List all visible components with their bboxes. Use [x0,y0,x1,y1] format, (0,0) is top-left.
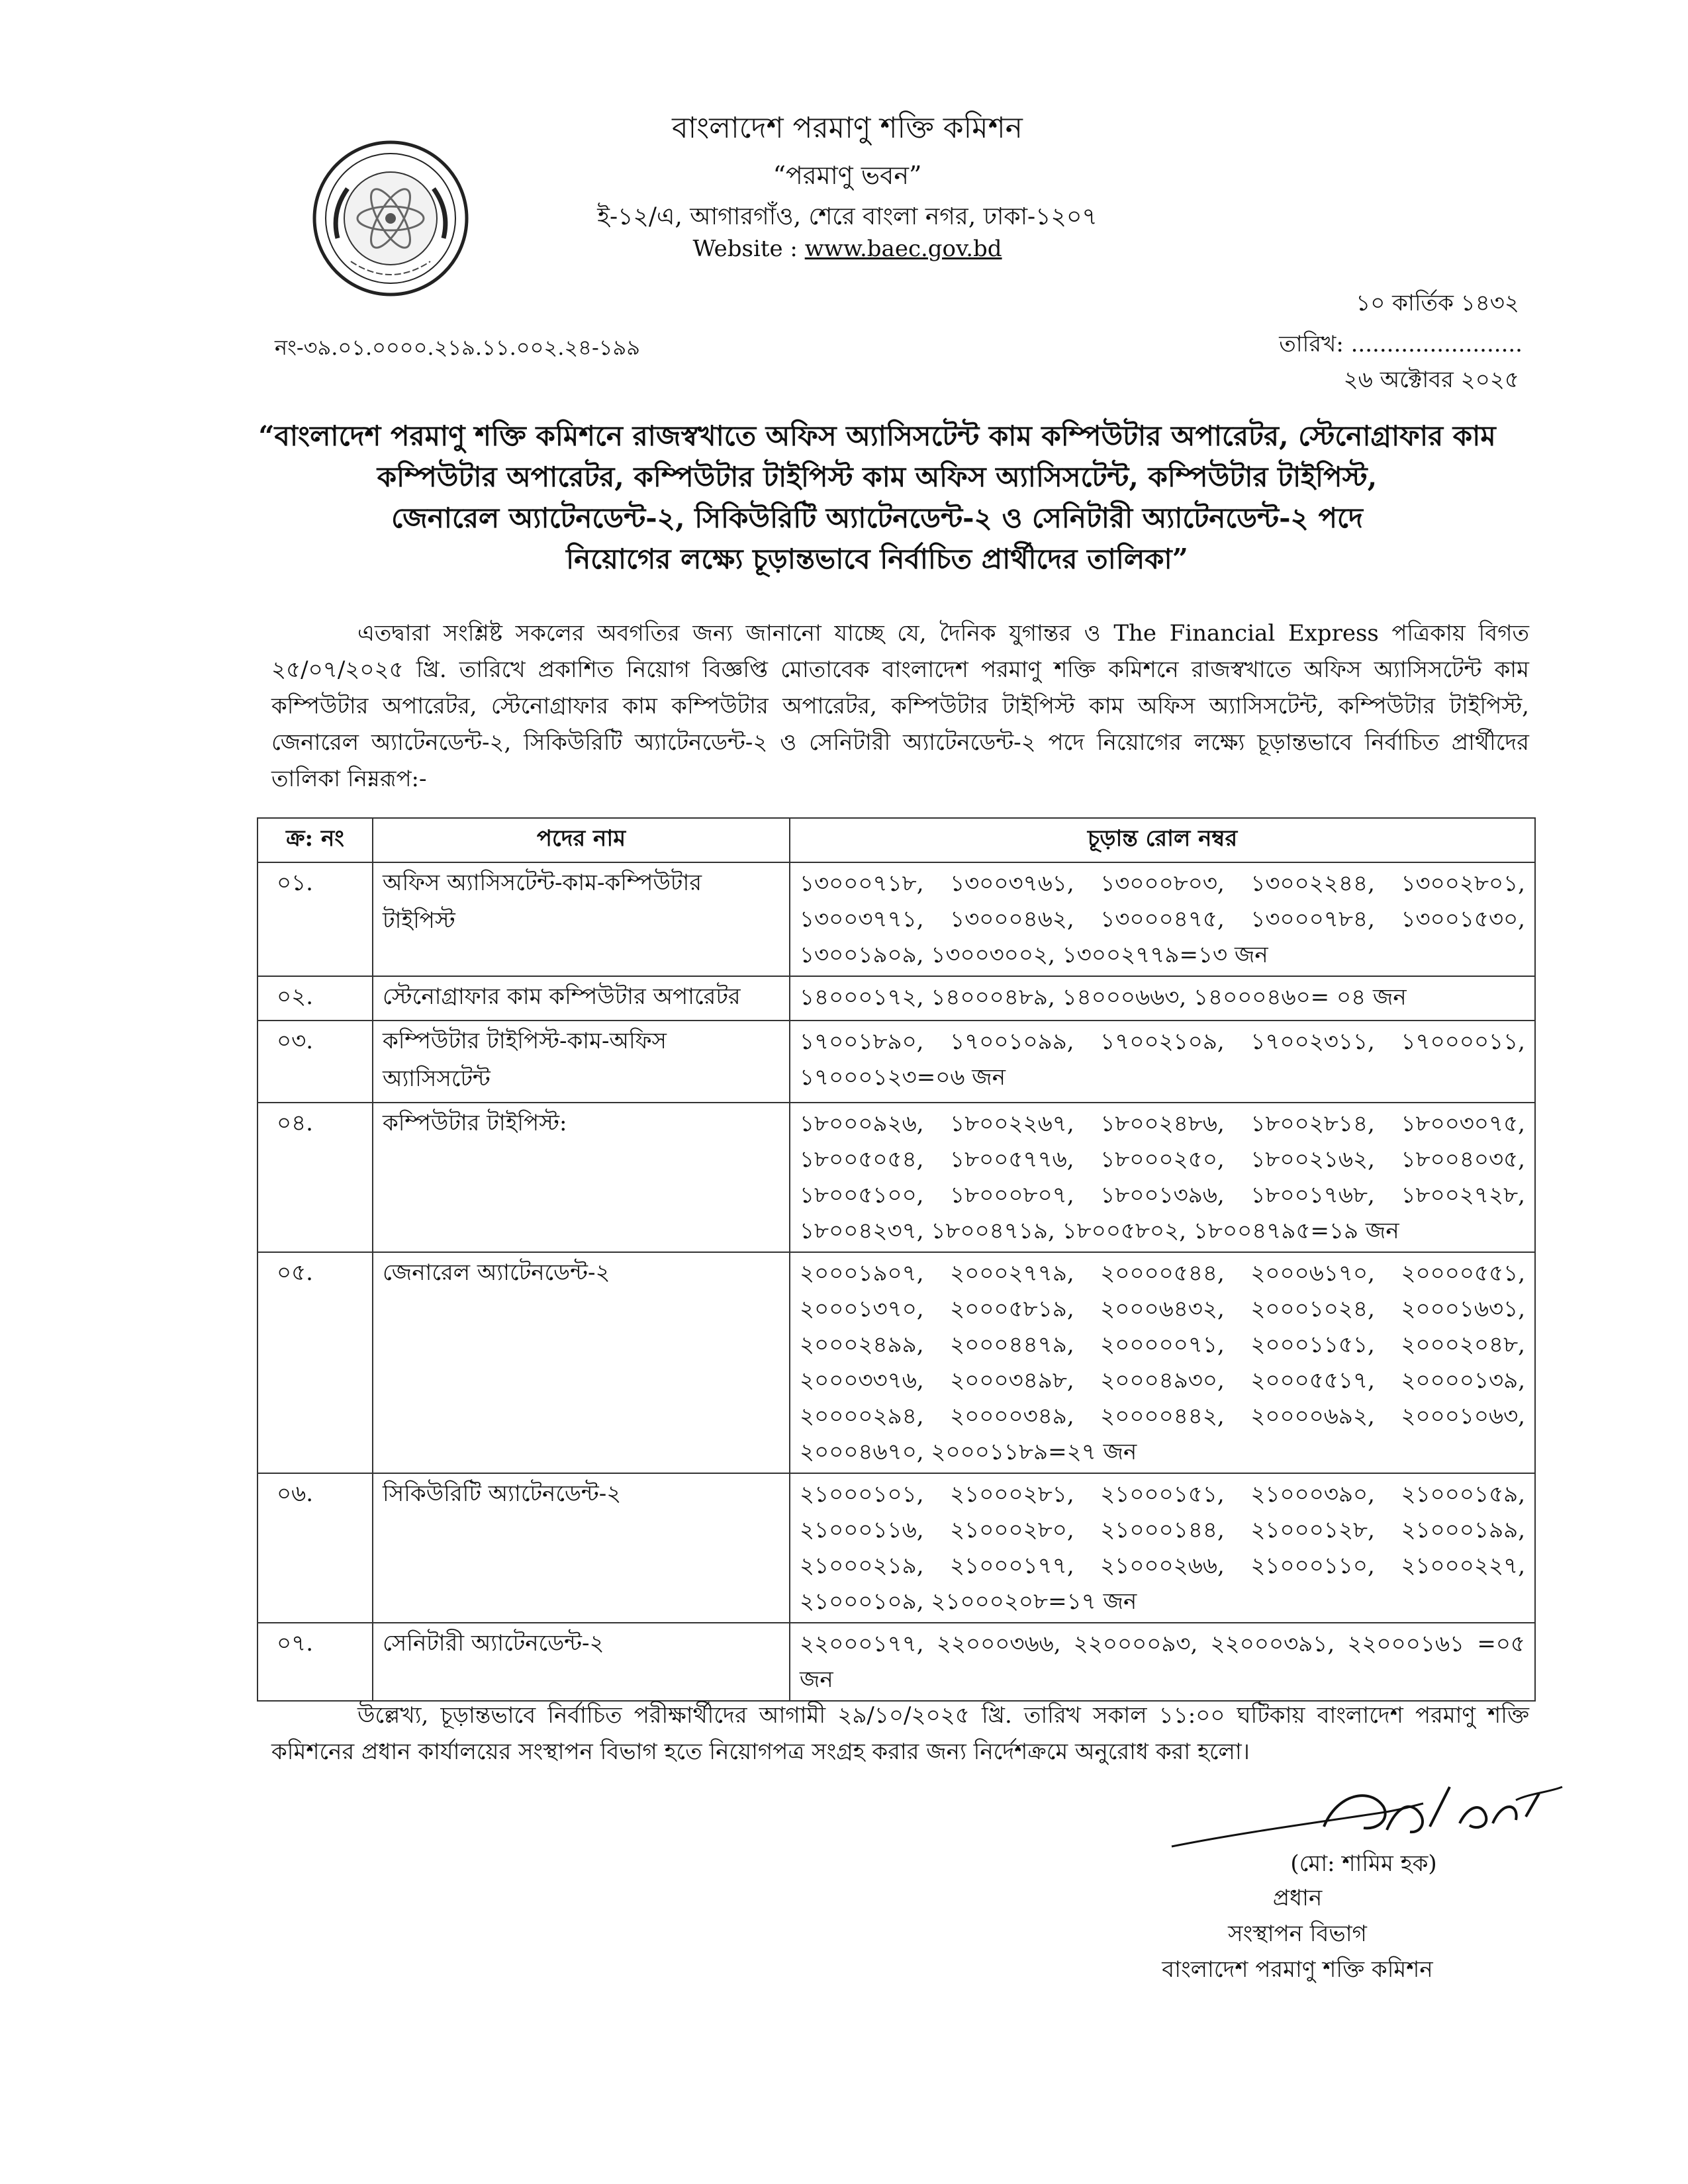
row-roll-numbers: ২১০০০১০১, ২১০০০২৮১, ২১০০০১৫১, ২১০০০৩৯০, ২১০০০১৫৯, ২১০০০১১৬, ২১০০০২৮০, ২১০০০১৪৪, ২১০০০১২৮, ২১০০০১৯৯, ২১০০০২১৯, ২১০০০১৭৭, ২১০০০২৬৬, ২১০০০১১০, ২১০০০২২৭, ২১০০০১০৯, ২১০০০২০৮=১৭ জন [790,1473,1535,1623]
row-roll-numbers: ১৭০০১৮৯০, ১৭০০১০৯৯, ১৭০০২১০৯, ১৭০০২৩১১, ১৭০০০০১১, ১৭০০০১২৩=০৬ জন [790,1021,1535,1103]
table-row [258,1623,1535,1701]
header-post-name: পদের নাম [373,818,790,862]
row-serial: ০৬. [258,1473,373,1623]
website-line [463,236,1231,262]
row-roll-numbers: ১৮০০০৯২৬, ১৮০০২২৬৭, ১৮০০২৪৮৬, ১৮০০২৮১৪, ১৮০০৩০৭৫, ১৮০০৫০৫৪, ১৮০০৫৭৭৬, ১৮০০০২৫০, ১৮০০২১৬২, ১৮০০৪০৩৫, ১৮০০৫১০০, ১৮০০০৮০৭, ১৮০০১৩৯৬, ১৮০০১৭৬৮, ১৮০০২৭২৮, ১৮০০৪২৩৭, ১৮০০৪৭১৯, ১৮০০৫৮০২, ১৮০০৪৭৯৫=১৯ জন [790,1103,1535,1252]
row-post-name: অফিস অ্যাসিসটেন্ট-কাম-কম্পিউটার টাইপিস্ট [373,862,790,976]
closing-paragraph: উল্লেখ্য, চূড়ান্তভাবে নির্বাচিত পরীক্ষার্থীদের আগামী ২৯/১০/২০২৫ খ্রি. তারিখ সকাল ১১:০০ ঘটিকায় বাংলাদেশ পরমাণু শক্তি কমিশনের প্রধান কার্যালয়ের সংস্থাপন বিভাগ হতে নিয়োগপত্র সংগ্রহ করার জন্য নির্দেশক্রমে অনুরোধ করা হলো। [271,1702,1529,1765]
table-row [258,1252,1535,1473]
commission-seal-logo [311,139,470,298]
row-post-name: সেনিটারী অ্যাটেনডেন্ট-২ [373,1623,790,1701]
notice-body [271,615,1529,797]
closing-note [271,1698,1529,1770]
header-roll-numbers: চূড়ান্ত রোল নম্বর [790,818,1535,862]
table-row [258,862,1535,976]
signatory-department: সংস্থাপন বিভাগ [1228,1921,1367,1947]
row-serial: ০৩. [258,1021,373,1103]
row-serial: ০৪. [258,1103,373,1252]
organization-name: বাংলাদেশ পরমাণু শক্তি কমিশন [672,111,1023,145]
date-gregorian: ২৬ অক্টোবর ২০২৫ [1343,367,1519,393]
date-bangla-calendar: ১০ কার্তিক ১৪৩২ [1356,290,1519,316]
header-serial: ক্র: নং [258,818,373,862]
organization-address: ই-১২/এ, আগারগাঁও, শেরে বাংলা নগর, ঢাকা-১২০৭ [597,203,1098,230]
row-roll-numbers: ২২০০০১৭৭, ২২০০০৩৬৬, ২২০০০০৯৩, ২২০০০৩৯১, ২২০০০১৬১ =০৫ জন [790,1623,1535,1701]
signatory-name: (মো: শামিম হক) [1290,1850,1437,1877]
signatory-designation: প্রধান [1272,1885,1323,1911]
row-serial: ০২. [258,976,373,1021]
row-post-name: কম্পিউটার টাইপিস্ট: [373,1103,790,1252]
building-name: “পরমাণু ভবন” [773,161,922,190]
row-post-name: স্টেনোগ্রাফার কাম কম্পিউটার অপারেটর [373,976,790,1021]
row-roll-numbers: ১৩০০০৭১৮, ১৩০০৩৭৬১, ১৩০০০৮০৩, ১৩০০২২৪৪, ১৩০০২৮০১, ১৩০০৩৭৭১, ১৩০০০৪৬২, ১৩০০০৪৭৫, ১৩০০০৭৮৪, ১৩০০১৫৩০, ১৩০০১৯০৯, ১৩০০৩০০২, ১৩০০২৭৭৯=১৩ জন [790,862,1535,976]
table-row [258,976,1535,1021]
website-label: Website : [692,236,798,262]
table-header-row [258,818,1535,862]
row-roll-numbers: ২০০০১৯০৭, ২০০০২৭৭৯, ২০০০০৫৪৪, ২০০০৬১৭০, ২০০০০৫৫১, ২০০০১৩৭০, ২০০০৫৮১৯, ২০০০৬৪৩২, ২০০০১০২৪, ২০০০১৬৩১, ২০০০২৪৯৯, ২০০০৪৪৭৯, ২০০০০০৭১, ২০০০১১৫১, ২০০০২০৪৮, ২০০০৩৩৭৬, ২০০০৩৪৯৮, ২০০০৪৯৩০, ২০০০৫৫১৭, ২০০০০১৩৯, ২০০০০২৯৪, ২০০০০৩৪৯, ২০০০০৪৪২, ২০০০০৬৯২, ২০০০১০৬৩, ২০০০৪৬৭০, ২০০০১১৮৯=২৭ জন [790,1252,1535,1473]
subject-line-2: কম্পিউটার অপারেটর, কম্পিউটার টাইপিস্ট কাম অফিস অ্যাসিসটেন্ট, কম্পিউটার টাইপিস্ট, [377,461,1378,493]
date-label: তারিখ: ........................ [1279,331,1523,357]
subject-line-3: জেনারেল অ্যাটেনডেন্ট-২, সিকিউরিটি অ্যাটেনডেন্ট-২ ও সেনিটারী অ্যাটেনডেন্ট-২ পদে [391,502,1363,534]
row-serial: ০৫. [258,1252,373,1473]
body-paragraph: এতদ্বারা সংশ্লিষ্ট সকলের অবগতির জন্য জানানো যাচ্ছে যে, দৈনিক যুগান্তর ও The Financial Express পত্রিকায় বিগত ২৫/০৭/২০২৫ খ্রি. তারিখে প্রকাশিত নিয়োগ বিজ্ঞপ্তি মোতাবেক বাংলাদেশ পরমাণু শক্তি কমিশনে রাজস্বখাতে অফিস অ্যাসিসটেন্ট কাম কম্পিউটার অপারেটর, স্টেনোগ্রাফার কাম কম্পিউটার অপারেটর, কম্পিউটার টাইপিস্ট কাম অফিস অ্যাসিসটেন্ট, কম্পিউটার টাইপিস্ট, জেনারেল অ্যাটেনডেন্ট-২, সিকিউরিটি অ্যাটেনডেন্ট-২ ও সেনিটারী অ্যাটেনডেন্ট-২ পদে নিয়োগের লক্ষ্যে চূড়ান্তভাবে নির্বাচিত প্রার্থীদের তালিকা নিম্নরূপ:- [271,620,1529,792]
notice-subject [218,416,1536,580]
selected-candidates-table [257,817,1536,1702]
row-serial: ০৭. [258,1623,373,1701]
signatory-organization: বাংলাদেশ পরমাণু শক্তি কমিশন [1162,1956,1433,1983]
table-row [258,1473,1535,1623]
table-row [258,1103,1535,1252]
row-serial: ০১. [258,862,373,976]
row-post-name: সিকিউরিটি অ্যাটেনডেন্ট-২ [373,1473,790,1623]
row-roll-numbers: ১৪০০০১৭২, ১৪০০০৪৮৯, ১৪০০০৬৬৩, ১৪০০০৪৬০= ০৪ জন [790,976,1535,1021]
memo-number: নং-৩৯.০১.০০০০.২১৯.১১.০০২.২৪-১৯৯ [275,335,641,360]
subject-line-1: “বাংলাদেশ পরমাণু শক্তি কমিশনে রাজস্বখাতে অফিস অ্যাসিসটেন্ট কাম কম্পিউটার অপারেটর, স্টেনোগ্রাফার কাম [258,420,1496,452]
website-link[interactable]: www.baec.gov.bd [804,236,1002,262]
table-row [258,1021,1535,1103]
row-post-name: জেনারেল অ্যাটেনডেন্ট-২ [373,1252,790,1473]
row-post-name: কম্পিউটার টাইপিস্ট-কাম-অফিস অ্যাসিসটেন্ট [373,1021,790,1103]
subject-line-4: নিয়োগের লক্ষ্যে চূড়ান্তভাবে নির্বাচিত প্রার্থীদের তালিকা” [566,543,1188,575]
